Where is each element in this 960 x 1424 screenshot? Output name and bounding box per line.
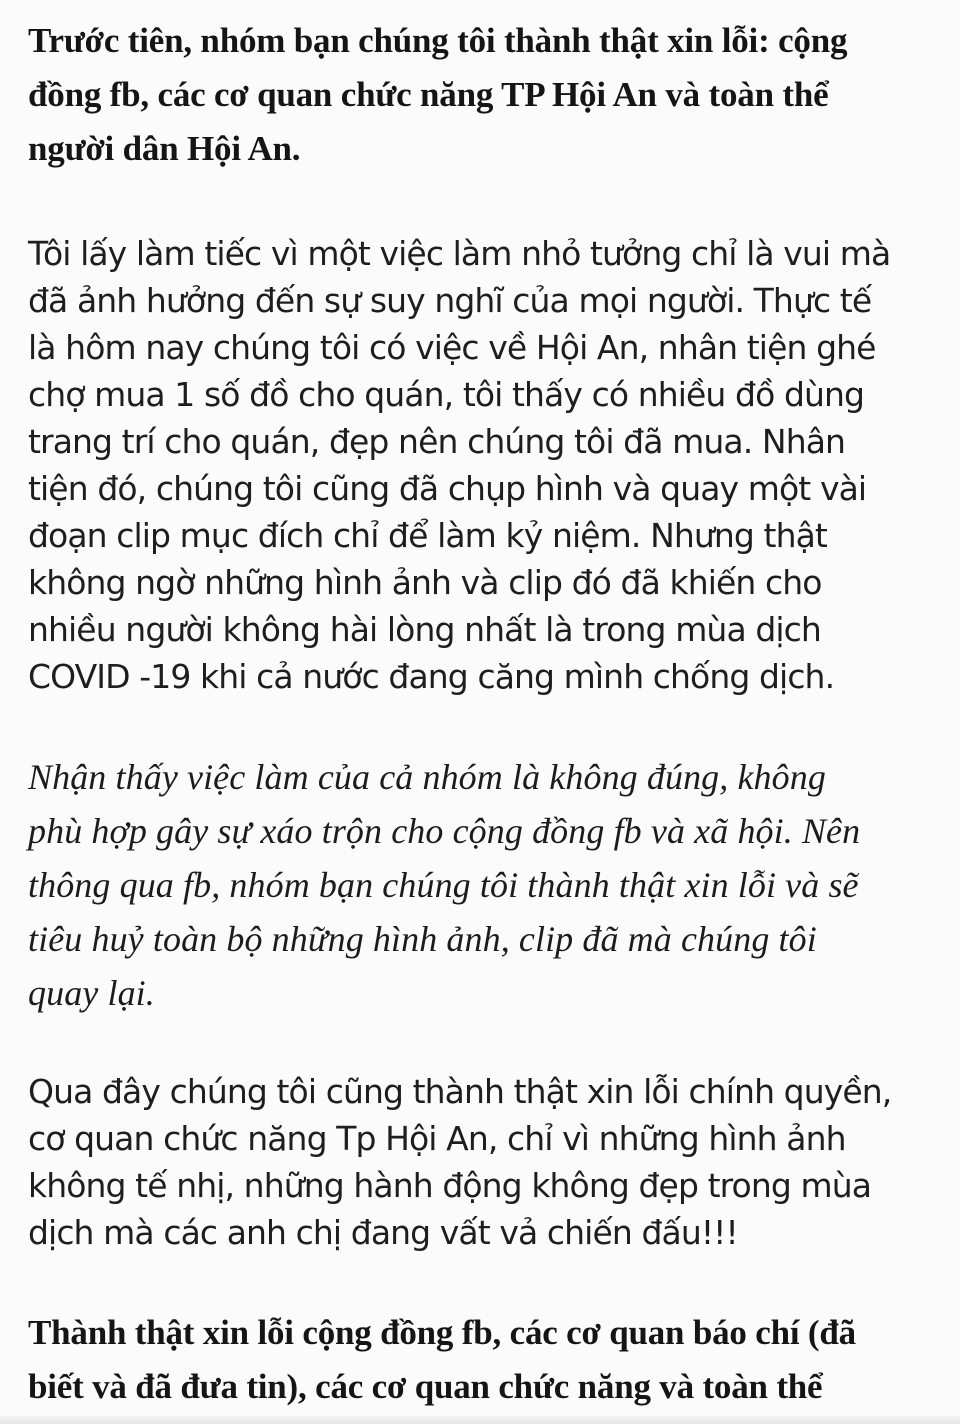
page-bottom-edge xyxy=(0,1416,960,1424)
explanation-paragraph: Tôi lấy làm tiếc vì một việc làm nhỏ tưởng chỉ là vui mà đã ảnh hưởng đến sự suy nghĩ của mọi người. Thực tế là hôm nay chúng tôi có việc về Hội An, nhân tiện ghé chợ mua 1 số đồ cho quán, tôi thấy có nhiều đồ dùng trang trí cho quán, đẹp nên chúng tôi đã mua. Nhân tiện đó, chúng tôi cũng đã chụp hình và quay một vài đoạn clip mục đích chỉ để làm kỷ niệm. Nhưng thật không ngờ những hình ảnh và clip đó đã khiến cho nhiều người không hài lòng nhất là trong mùa dịch COVID -19 khi cả nước đang căng mình chống dịch. xyxy=(28,234,891,696)
closing-apology-paragraph: Thành thật xin lỗi cộng đồng fb, các cơ quan báo chí (đã biết và đã đưa tin), các cơ quan chức năng và toàn thể xyxy=(28,1313,856,1406)
authorities-apology-paragraph: Qua đây chúng tôi cũng thành thật xin lỗi chính quyền, cơ quan chức năng Tp Hội An, chỉ vì những hình ảnh không tế nhị, những hành động không đẹp trong mùa dịch mà các anh chị đang vất vả chiến đấu!!! xyxy=(28,1072,892,1252)
apology-intro-paragraph: Trước tiên, nhóm bạn chúng tôi thành thật xin lỗi: cộng đồng fb, các cơ quan chức năng TP Hội An và toàn thể người dân Hội An. xyxy=(28,21,848,168)
acknowledgement-paragraph: Nhận thấy việc làm của cả nhóm là không đúng, không phù hợp gây sự xáo trộn cho cộng đồng fb và xã hội. Nên thông qua fb, nhóm bạn chúng tôi thành thật xin lỗi và sẽ tiêu huỷ toàn bộ những hình ảnh, clip đã mà chúng tôi quay lại. xyxy=(28,757,861,1013)
